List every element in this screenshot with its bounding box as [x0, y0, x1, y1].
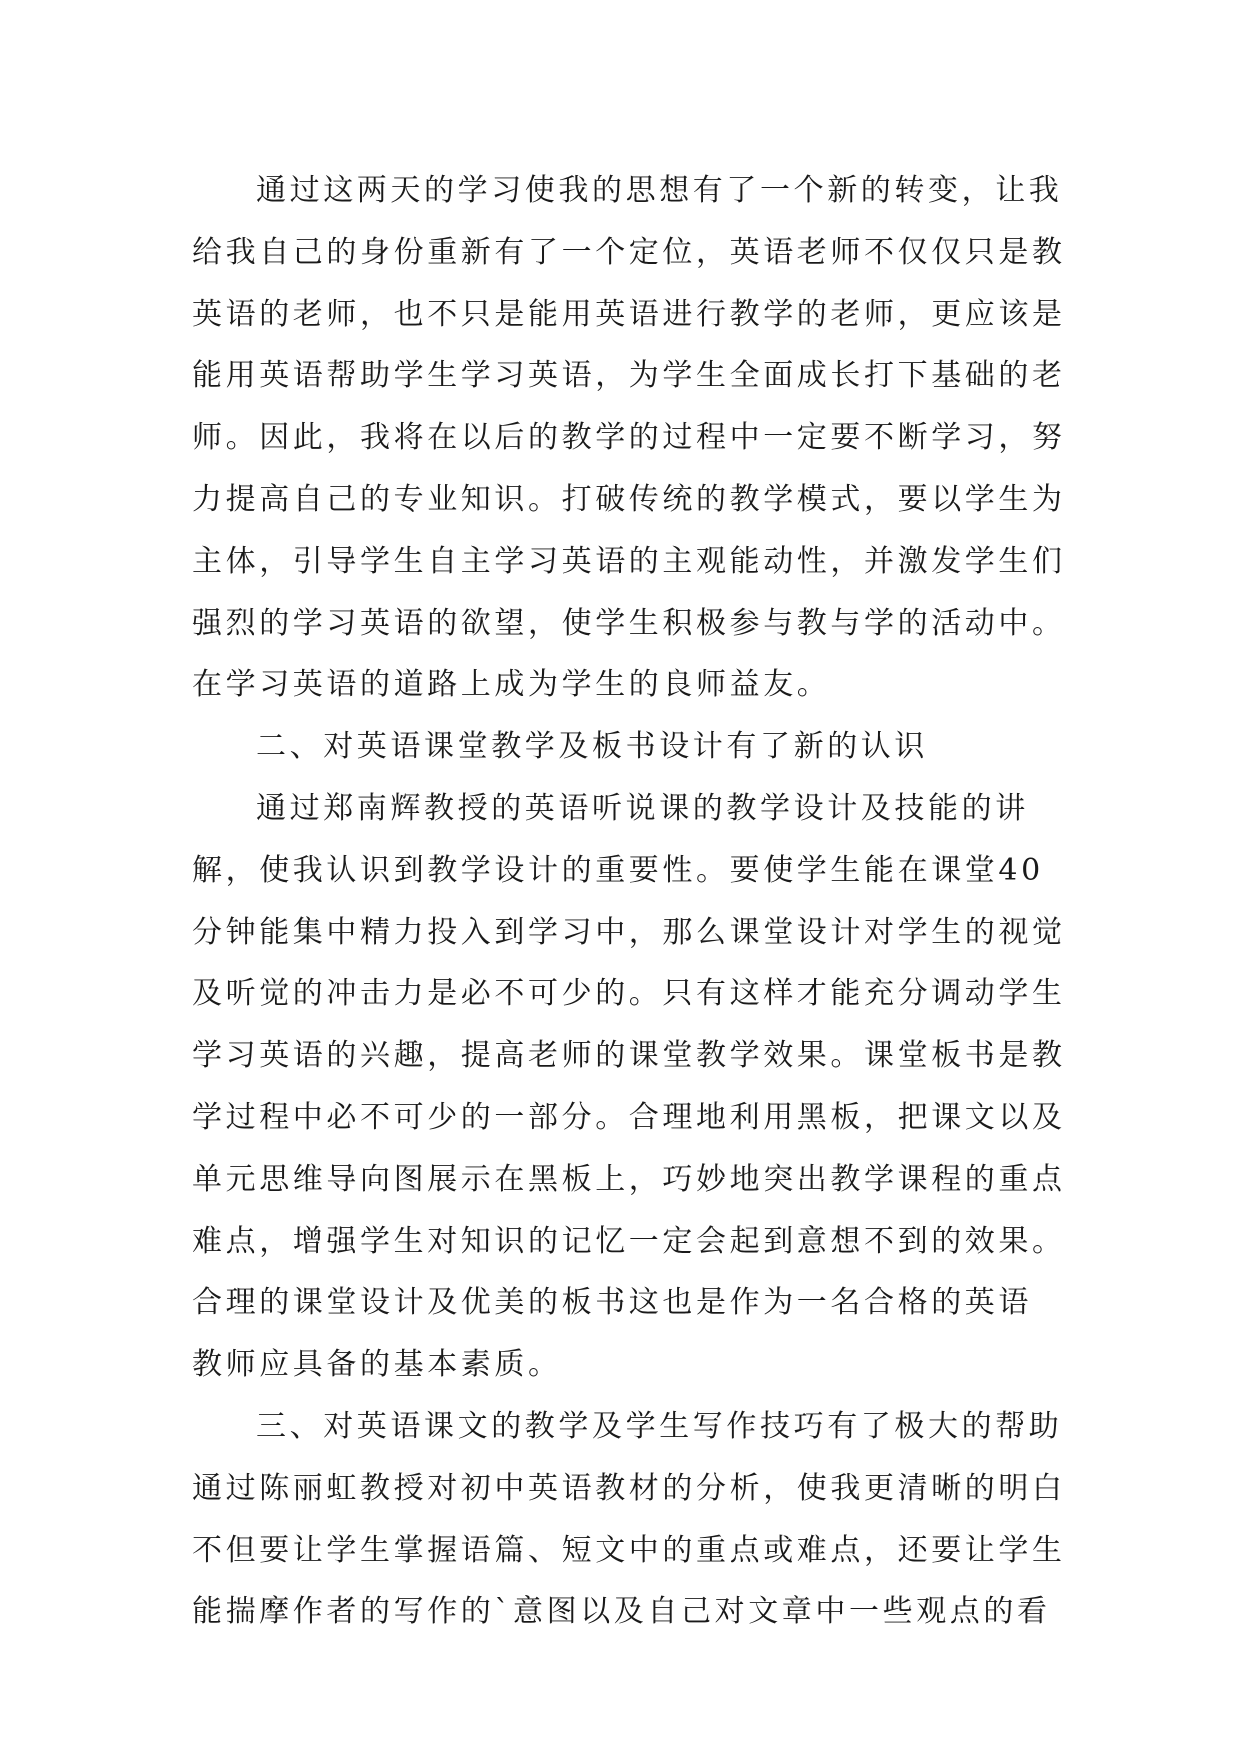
paragraph-line: 在学习英语的道路上成为学生的良师益友。 — [192, 667, 831, 703]
paragraph-line: 教师应具备的基本素质。 — [192, 1347, 562, 1383]
paragraph-line: 给我自己的身份重新有了一个定位，英语老师不仅仅只是教 — [192, 234, 1066, 270]
section-heading: 三、对英语课文的教学及学生写作技巧有了极大的帮助 — [256, 1408, 1063, 1444]
paragraph-line: 难点，增强学生对知识的记忆一定会起到意想不到的效果。 — [192, 1223, 1066, 1259]
paragraph-line: 分钟能集中精力投入到学习中，那么课堂设计对学生的视觉 — [192, 914, 1066, 950]
paragraph-line: 合理的课堂设计及优美的板书这也是作为一名合格的英语 — [192, 1285, 1032, 1321]
paragraph-line: 师。因此，我将在以后的教学的过程中一定要不断学习，努 — [192, 420, 1066, 456]
paragraph-line: 通过陈丽虹教授对初中英语教材的分析，使我更清晰的明白 — [192, 1470, 1066, 1506]
paragraph-line: 强烈的学习英语的欲望，使学生积极参与教与学的活动中。 — [192, 605, 1066, 641]
paragraph-line: 及听觉的冲击力是必不可少的。只有这样才能充分调动学生 — [192, 976, 1066, 1012]
paragraph-line: 学过程中必不可少的一部分。合理地利用黑板，把课文以及 — [192, 1099, 1066, 1135]
paragraph-line: 能用英语帮助学生学习英语，为学生全面成长打下基础的老 — [192, 358, 1066, 394]
paragraph-line: 能揣摩作者的写作的`意图以及自己对文章中一些观点的看 — [192, 1594, 1051, 1630]
paragraph-line: 学习英语的兴趣，提高老师的课堂教学效果。课堂板书是教 — [192, 1038, 1066, 1074]
paragraph-line: 力提高自己的专业知识。打破传统的教学模式，要以学生为 — [192, 481, 1066, 517]
paragraph-line: 单元思维导向图展示在黑板上，巧妙地突出教学课程的重点 — [192, 1161, 1066, 1197]
paragraph-line: 英语的老师，也不只是能用英语进行教学的老师，更应该是 — [192, 296, 1066, 332]
paragraph-line: 主体，引导学生自主学习英语的主观能动性，并激发学生们 — [192, 543, 1066, 579]
paragraph-line: 解，使我认识到教学设计的重要性。要使学生能在课堂40 — [192, 852, 1044, 888]
paragraph-line: 不但要让学生掌握语篇、短文中的重点或难点，还要让学生 — [192, 1532, 1066, 1568]
paragraph-line: 通过郑南辉教授的英语听说课的教学设计及技能的讲 — [256, 790, 1029, 826]
paragraph-line: 通过这两天的学习使我的思想有了一个新的转变，让我 — [256, 173, 1063, 208]
section-heading: 二、对英语课堂教学及板书设计有了新的认识 — [256, 729, 928, 765]
document-body — [192, 160, 1064, 1643]
